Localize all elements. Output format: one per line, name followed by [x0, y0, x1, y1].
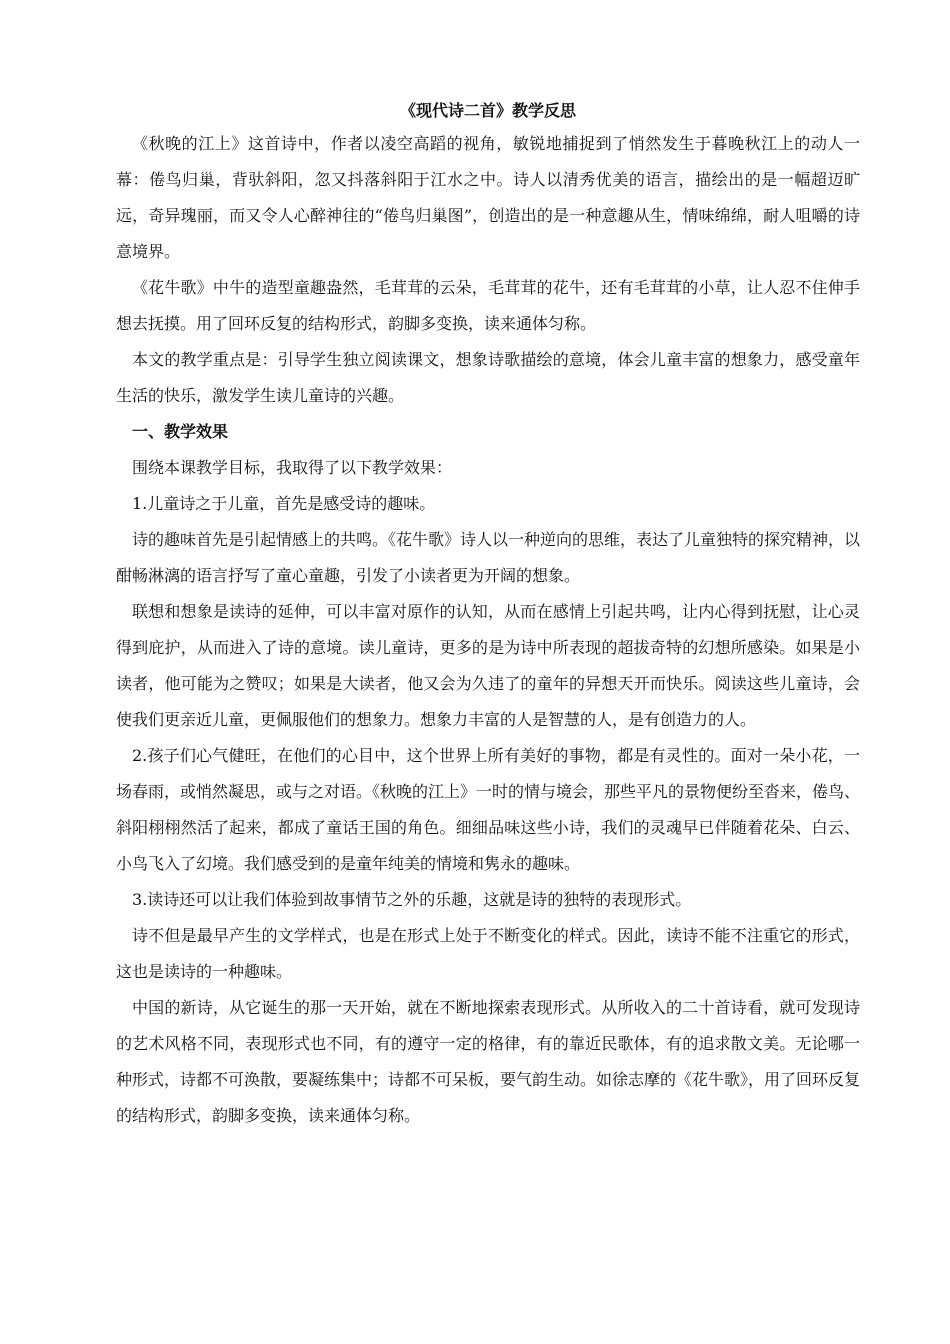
paragraph-flower-cow: 《花牛歌》中牛的造型童趣盎然，毛茸茸的云朵，毛茸茸的花牛，还有毛茸茸的小草，让人忍不住伸手想去抚摸。用了回环反复的结构形式，韵脚多变换，读来通体匀称。 [116, 278, 860, 333]
paragraph-poetry-form: 诗不但是最早产生的文学样式，也是在形式上处于不断变化的样式。因此，读诗不能不注重它的形式，这也是读诗的一种趣味。 [116, 926, 860, 981]
paragraph-point-1: 1.儿童诗之于儿童，首先是感受诗的趣味。 [132, 494, 436, 513]
paragraph-intro-effects: 围绕本课教学目标，我取得了以下教学效果： [132, 458, 453, 477]
paragraph-point-3: 3.读诗还可以让我们体验到故事情节之外的乐趣，这就是诗的独特的表现形式。 [132, 890, 692, 909]
paragraph-resonance: 诗的趣味首先是引起情感上的共鸣。《花牛歌》诗人以一种逆向的思维，表达了儿童独特的探究精神，以酣畅淋漓的语言抒写了童心童趣，引发了小读者更为开阔的想象。 [116, 530, 861, 585]
paragraph-new-poetry: 中国的新诗，从它诞生的那一天开始，就在不断地探索表现形式。从所收入的二十首诗看，就可发现诗的艺术风格不同，表现形式也不同，有的遵守一定的格律，有的靠近民歌体，有的追求散文美。无论哪一种形式，诗都不可涣散，要凝练集中；诗都不可呆板，要气韵生动。如徐志摩的《花牛歌》，用了回环反复的结构形式，韵脚多变换，读来通体匀称。 [116, 998, 861, 1125]
document-body [116, 96, 860, 1134]
document-title: 《现代诗二首》教学反思 [399, 101, 576, 120]
section-heading-teaching-effect: 一、教学效果 [132, 422, 229, 441]
paragraph-imagination: 联想和想象是读诗的延伸，可以丰富对原作的认知，从而在感情上引起共鸣，让内心得到抚慰，让心灵得到庇护，从而进入了诗的意境。读儿童诗，更多的是为诗中所表现的超拔奇特的幻想所感染。如果是小读者，他可能为之赞叹；如果是大读者，他又会为久违了的童年的异想天开而快乐。阅读这些儿童诗，会使我们更亲近儿童，更佩服他们的想象力。想象力丰富的人是智慧的人，是有创造力的人。 [116, 602, 860, 729]
paragraph-teaching-focus: 本文的教学重点是：引导学生独立阅读课文，想象诗歌描绘的意境，体会儿童丰富的想象力，感受童年生活的快乐，激发学生读儿童诗的兴趣。 [116, 350, 860, 405]
paragraph-autumn-river: 《秋晚的江上》这首诗中，作者以凌空高蹈的视角，敏锐地捕捉到了悄然发生于暮晚秋江上的动人一幕：倦鸟归巢，背驮斜阳，忽又抖落斜阳于江水之中。诗人以清秀优美的语言，描绘出的是一幅超迈旷远，奇异瑰丽，而又令人心醉神往的“倦鸟归巢图”，创造出的是一种意趣从生，情味绵绵，耐人咀嚼的诗意境界。 [116, 134, 860, 261]
paragraph-point-2: 2.孩子们心气健旺，在他们的心目中，这个世界上所有美好的事物，都是有灵性的。面对一朵小花，一场春雨，或悄然凝思，或与之对语。《秋晚的江上》一时的情与境会，那些平凡的景物便纷至沓来，倦鸟、斜阳栩栩然活了起来，都成了童话王国的角色。细细品味这些小诗，我们的灵魂早已伴随着花朵、白云、小鸟飞入了幻境。我们感受到的是童年纯美的情境和隽永的趣味。 [116, 746, 861, 873]
